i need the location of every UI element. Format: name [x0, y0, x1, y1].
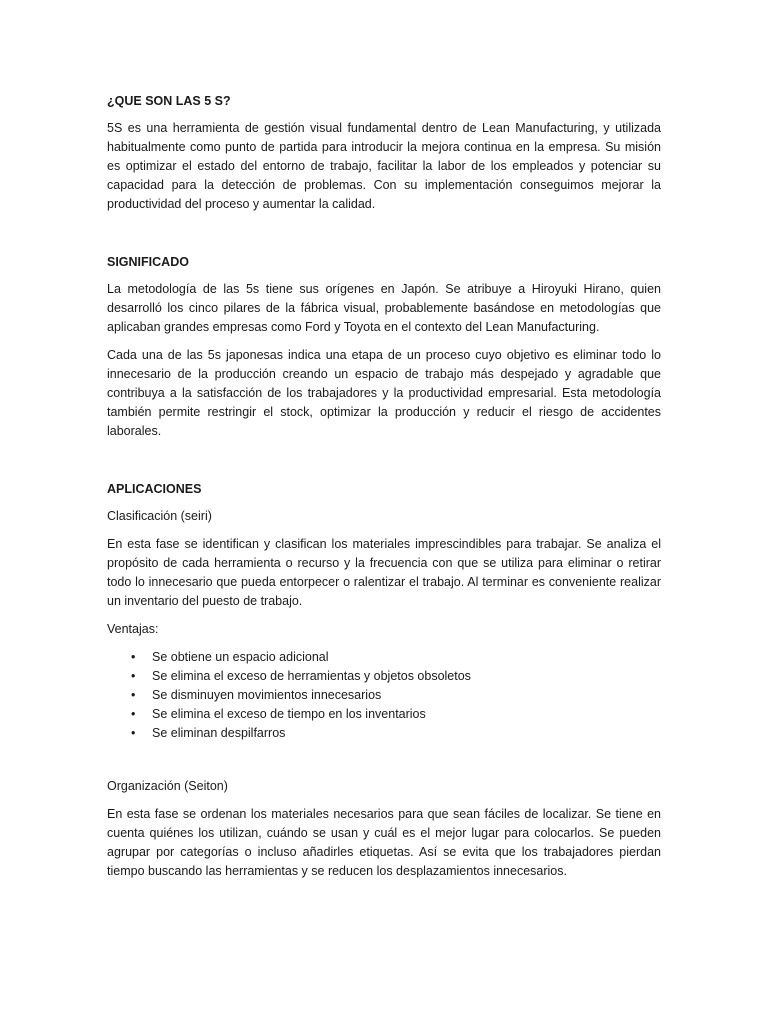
spacer: [107, 223, 661, 253]
subheading-organizacion: Organización (Seiton): [107, 779, 228, 793]
bullet-icon: •: [131, 726, 136, 740]
list-item: [107, 724, 661, 743]
subheading-clasificacion: Clasificación (seiri): [107, 509, 212, 523]
list-item-text: Se elimina el exceso de herramientas y objetos obsoletos: [152, 669, 471, 683]
list-item: [107, 667, 661, 686]
list-item-text: Se obtiene un espacio adicional: [152, 650, 329, 664]
list-item: [107, 648, 661, 667]
advantages-list: [107, 648, 661, 743]
list-item: [107, 705, 661, 724]
significado-paragraph-1: La metodología de las 5s tiene sus orígenes en Japón. Se atribuye a Hiroyuki Hirano, quien desarrolló los cinco pilares de la fábrica visual, probablemente basándose en metodologías que aplicaban grandes empresas como Ford y Toyota en el contexto del Lean Manufacturing.: [107, 282, 661, 334]
list-item-text: Se elimina el exceso de tiempo en los inventarios: [152, 707, 426, 721]
section-heading-que-son: ¿QUE SON LAS 5 S?: [107, 94, 231, 108]
clasificacion-paragraph: En esta fase se identifican y clasifican los materiales imprescindibles para trabajar. Se analiza el propósito de cada herramienta o recurso y la frecuencia con que se utiliza para eliminar o retirar todo lo innecesario que pueda entorpecer o ralentizar el trabajo. Al terminar es conveniente realizar un inventario del puesto de trabajo.: [107, 537, 661, 608]
section-heading-significado: SIGNIFICADO: [107, 255, 189, 269]
section-heading-aplicaciones: APLICACIONES: [107, 482, 202, 496]
spacer: [107, 450, 661, 480]
intro-paragraph: 5S es una herramienta de gestión visual fundamental dentro de Lean Manufacturing, y utilizada habitualmente como punto de partida para introducir la mejora continua en la empresa. Su misión es optimizar el estado del entorno de trabajo, facilitar la labor de los empleados y potenciar su capacidad para la detección de problemas. Con su implementación conseguimos mejorar la productividad del proceso y aumentar la calidad.: [107, 121, 661, 211]
list-item-text: Se eliminan despilfarros: [152, 726, 286, 740]
bullet-icon: •: [131, 707, 136, 721]
list-item: [107, 686, 661, 705]
significado-paragraph-2: Cada una de las 5s japonesas indica una etapa de un proceso cuyo objetivo es eliminar todo lo innecesario de la producción creando un espacio de trabajo más despejado y agradable que contribuya a la satisfacción de los trabajadores y la productividad empresarial. Esta metodología también permite restringir el stock, optimizar la producción y reducir el riesgo de accidentes laborales.: [107, 348, 661, 438]
bullet-icon: •: [131, 669, 136, 683]
bullet-icon: •: [131, 688, 136, 702]
bullet-icon: •: [131, 650, 136, 664]
organizacion-paragraph: En esta fase se ordenan los materiales necesarios para que sean fáciles de localizar. Se tiene en cuenta quiénes los utilizan, cuándo se usan y cuál es el mejor lugar para colocarlos. Se pueden agrupar por categorías o incluso añadirles etiquetas. Así se evita que los trabajadores pierdan tiempo buscando las herramientas y se reducen los desplazamientos innecesarios.: [107, 807, 661, 878]
list-item-text: Se disminuyen movimientos innecesarios: [152, 688, 382, 702]
spacer: [107, 753, 661, 777]
advantages-label: Ventajas:: [107, 622, 159, 636]
